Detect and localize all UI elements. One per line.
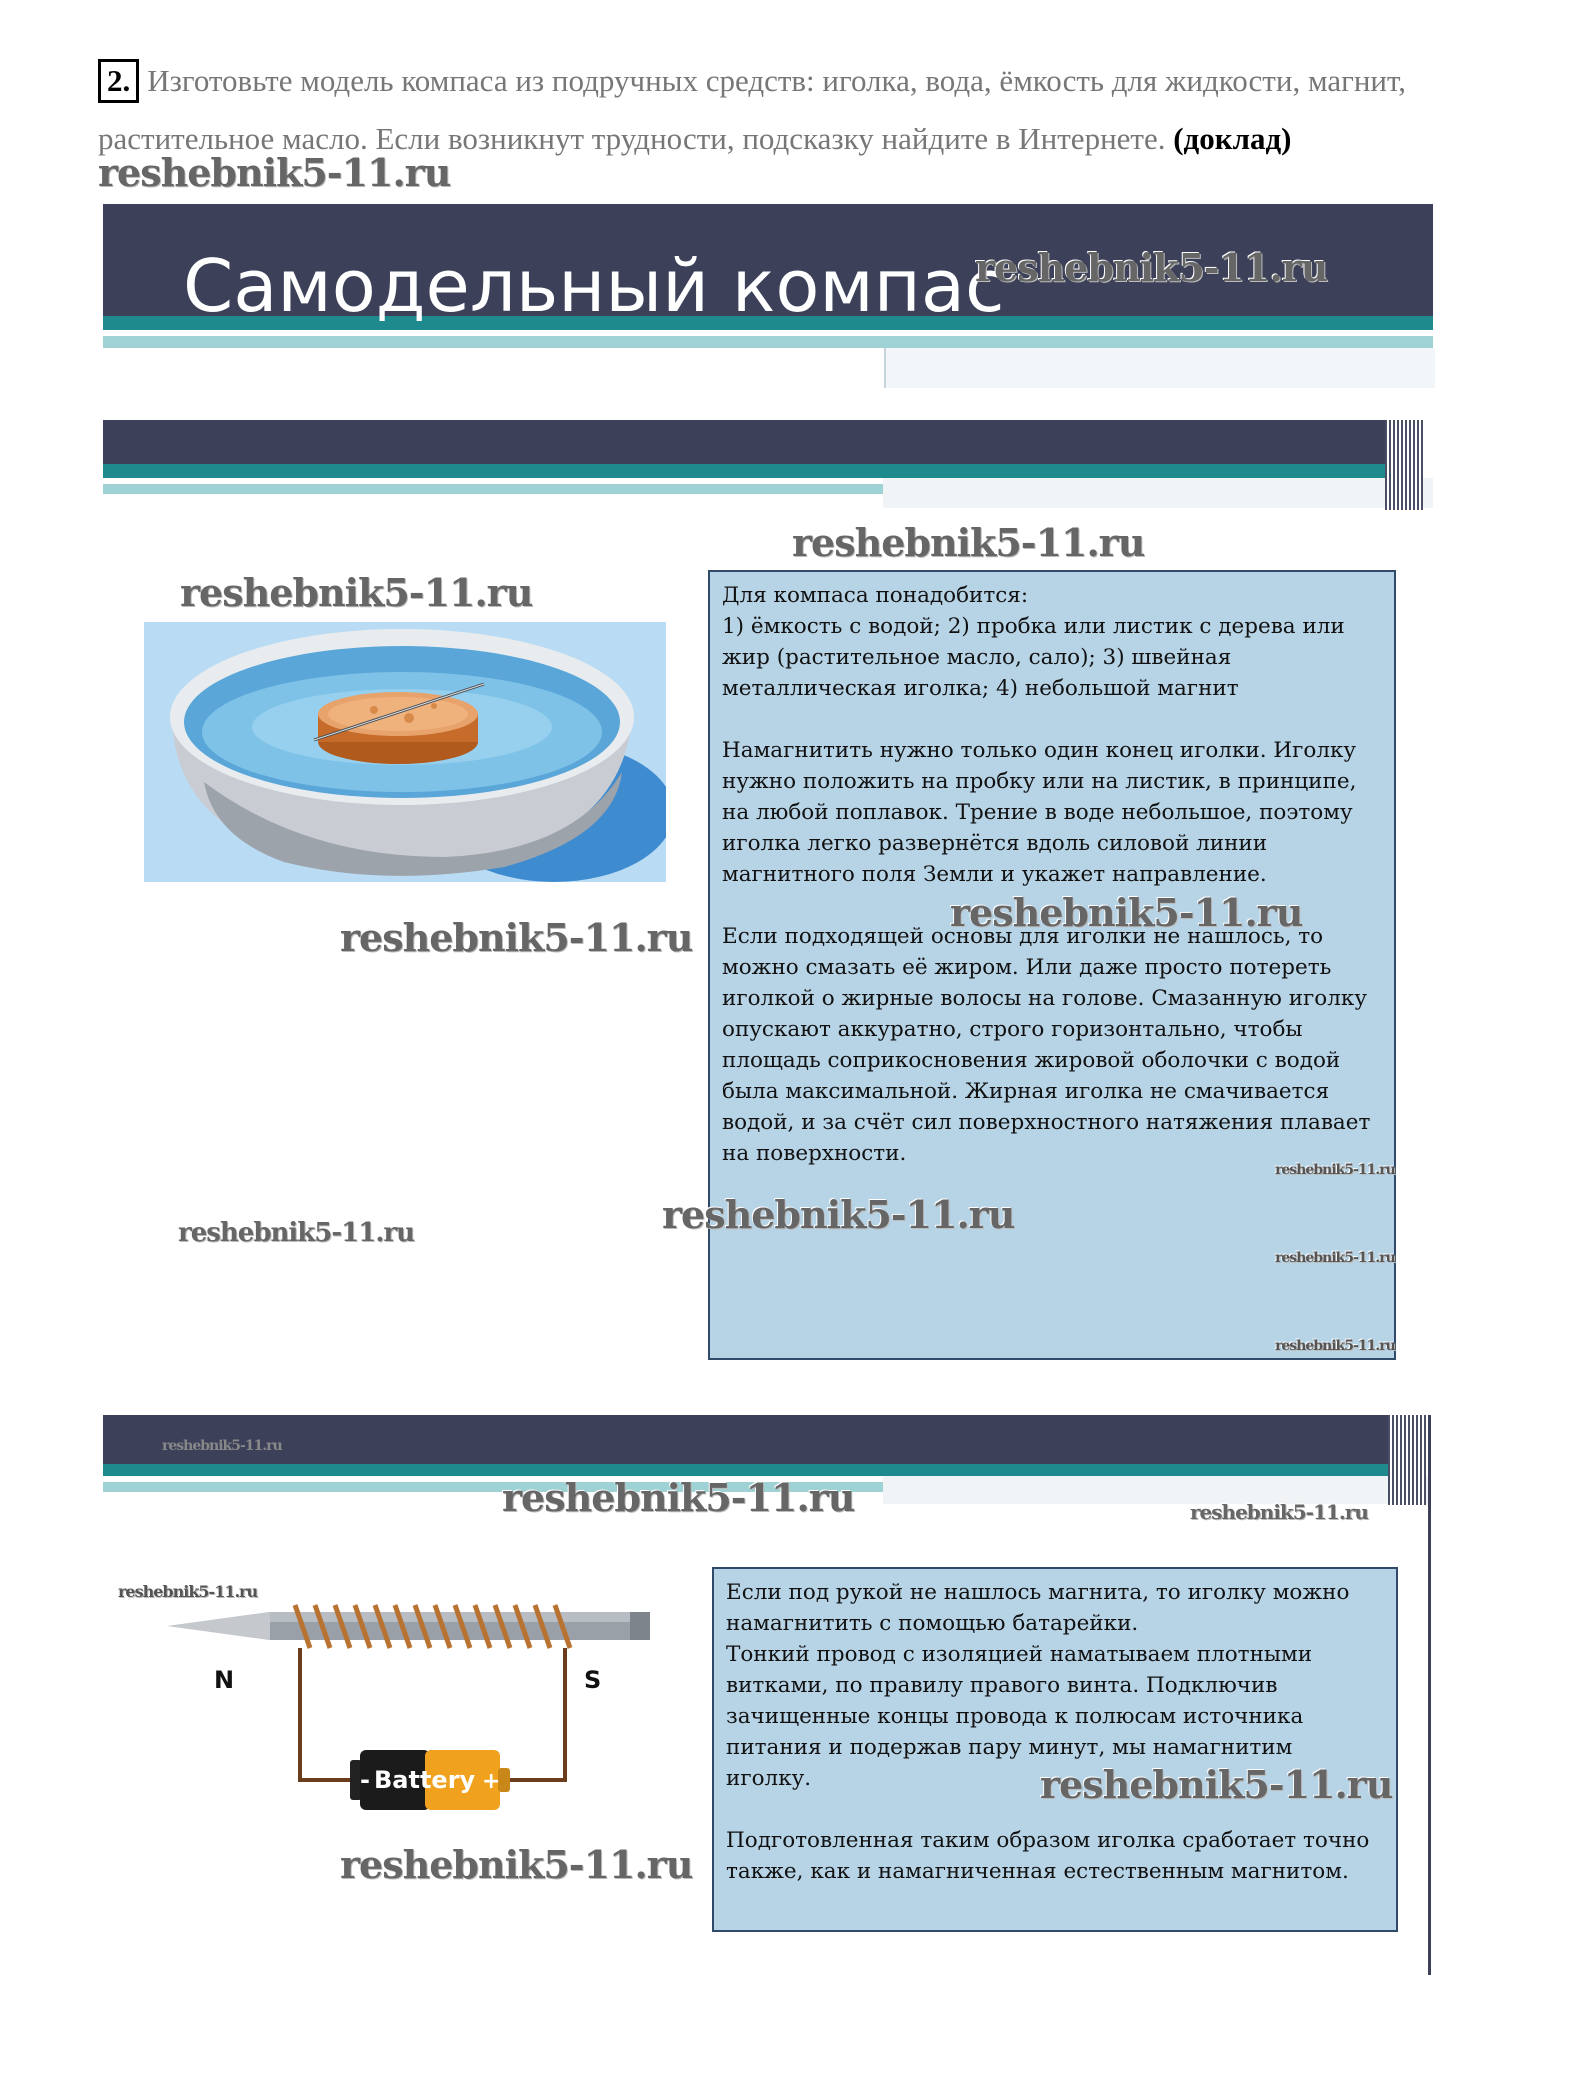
watermark: reshebnik5-11.ru [340,915,693,960]
task-tag: (доклад) [1173,121,1292,156]
battery-plus: + [482,1769,501,1794]
watermark: reshebnik5-11.ru [502,1475,855,1520]
result-paragraph: Подготовленная таким образом иголка сработает точно также, как и намагниченная естественным магнитом. [726,1828,1370,1884]
compass-bowl-image [144,622,666,882]
slide-title: Самодельный компас [183,244,1005,328]
watermark: reshebnik5-11.ru [1275,1250,1395,1266]
info-box-materials [708,570,1396,1360]
slide-edge-line [1428,1415,1431,1975]
magnetize-paragraph: Намагнитить нужно только один конец иголки. Иголку нужно положить на пробку или на листик, в принципе, на любой поплавок. Трение в воде небольшое, поэтому иголка легко развернётся вдоль силовой линии магнитного поля Земли и укажет направление. [722,738,1357,887]
pole-s-label: S [584,1666,602,1694]
task-number: 2. [98,59,139,103]
section-bar-stripes [1388,1415,1426,1505]
watermark: reshebnik5-11.ru [340,1842,693,1887]
title-underline-panel [884,348,1435,388]
section-bar-underline [103,484,883,494]
task-body: Изготовьте модель компаса из подручных средств: иголка, вода, ёмкость для жидкости, магнит, растительное масло. Если возникнут трудности, подсказку найдите в Интернете. [98,63,1406,156]
watermark: reshebnik5-11.ru [1275,1162,1395,1178]
battery-label: Battery [374,1766,476,1794]
watermark: reshebnik5-11.ru [98,150,451,195]
watermark: reshebnik5-11.ru [792,520,1145,565]
watermark: reshebnik5-11.ru [178,1218,415,1248]
watermark: reshebnik5-11.ru [950,890,1303,935]
section-bar-stripes [1385,420,1423,510]
grease-paragraph: Если подходящей основы для иголки не нашлось, то можно смазать её жиром. Или даже просто потереть иголкой о жирные волосы на голове. Смазанную иголку опускают аккуратно, строго горизонтально, чтобы площадь соприкосновения жировой оболочки с водой была максимальной. Жирная иголка не смачивается водой, и за счёт сил поверхностного натяжения плавает на поверхности. [722,924,1371,1166]
watermark: reshebnik5-11.ru [118,1582,258,1601]
materials-paragraph: Для компаса понадобится: 1) ёмкость с водой; 2) пробка или листик с дерева или жир (растительное масло, сало); 3) швейная металлическая иголка; 4) небольшой магнит [722,583,1345,701]
electromagnet-diagram [160,1590,660,1850]
battery-minus: - [360,1766,370,1794]
pole-n-label: N [214,1666,235,1694]
section-bar [103,1415,1423,1465]
watermark: reshebnik5-11.ru [1190,1500,1368,1524]
watermark: reshebnik5-11.ru [162,1438,282,1454]
watermark: reshebnik5-11.ru [662,1192,1015,1237]
watermark: reshebnik5-11.ru [180,570,533,615]
watermark: reshebnik5-11.ru [975,245,1328,290]
watermark: reshebnik5-11.ru [1275,1338,1395,1354]
bowl-illustration [144,622,666,882]
watermark: reshebnik5-11.ru [1040,1762,1393,1807]
coil-battery-illustration [160,1590,660,1850]
title-underline [103,336,1433,348]
battery-method-paragraph: Если под рукой не нашлось магнита, то иголку можно намагнитить с помощью батарейки. Тонкий провод с изоляцией наматываем плотными витками, по правилу правого винта. Подключив зачищенные концы провода к полюсам источника питания и подержав пару минут, мы намагнитим иголку. [726,1580,1350,1791]
section-bar-panel [883,478,1433,508]
section-bar-accent [103,464,1423,478]
info-box-battery [712,1567,1398,1932]
